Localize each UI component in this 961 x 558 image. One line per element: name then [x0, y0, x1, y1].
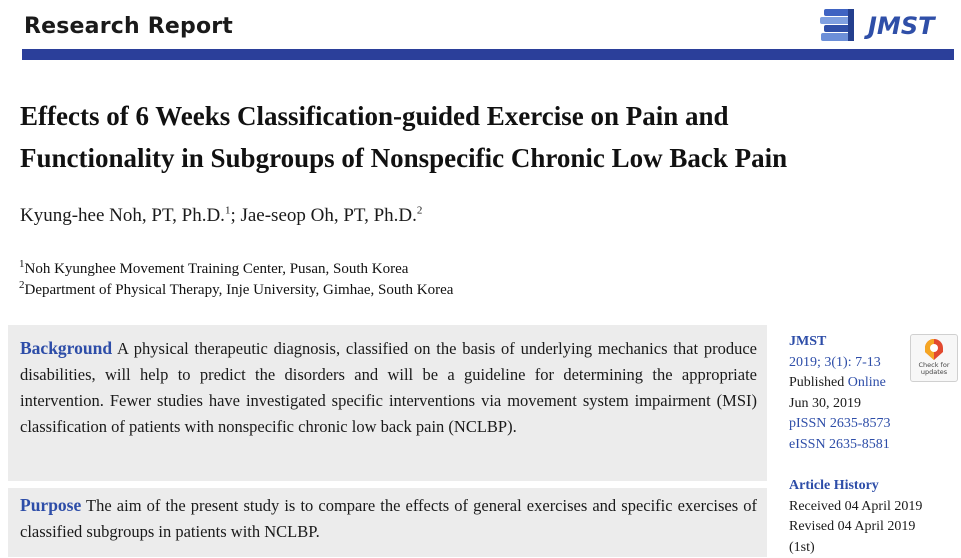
history-received: Received 04 April 2019	[789, 497, 959, 518]
article-history-heading: Article History	[789, 476, 959, 497]
check-for-updates-label	[911, 362, 957, 376]
sidebar-pissn[interactable]: pISSN 2635-8573	[789, 414, 959, 435]
author-name: Kyung-hee Noh, PT, Ph.D.	[20, 205, 225, 226]
affiliation-list	[19, 259, 453, 301]
published-label: Published	[789, 375, 848, 390]
sidebar-eissn[interactable]: eISSN 2635-8581	[789, 435, 959, 456]
section-label: Research Report	[24, 14, 233, 39]
abstract-purpose-text: The aim of the present study is to compare the effects of general exercises and specific exercises of classified subgroups in patients with NCLBP.	[20, 496, 757, 541]
journal-logo-text: JMST	[868, 12, 934, 40]
affiliation-mark: 1	[19, 258, 25, 270]
header-bar	[22, 49, 954, 60]
author-affil-mark: 1	[225, 205, 231, 217]
history-revised: Revised 04 April 2019	[789, 517, 959, 538]
author-separator: ;	[230, 205, 240, 226]
sidebar-citation[interactable]: 2019; 3(1): 7-13	[789, 353, 959, 374]
author-list	[20, 205, 422, 227]
sidebar-published-date: Jun 30, 2019	[789, 394, 959, 415]
abstract-purpose	[20, 492, 757, 545]
article-title-line-2: Functionality in Subgroups of Nonspecific Chronic Low Back Pain	[20, 137, 920, 179]
abstract-divider	[8, 481, 767, 488]
history-revised-note: (1st)	[789, 538, 959, 558]
affiliation-text: Noh Kyunghee Movement Training Center, Pusan, South Korea	[25, 261, 409, 277]
abstract-background	[20, 335, 757, 440]
check-for-updates-icon	[924, 338, 944, 362]
abstract-background-heading: Background	[20, 338, 112, 358]
affiliation-item	[19, 280, 453, 301]
affiliation-mark: 2	[19, 279, 25, 291]
author-name: Jae-seop Oh, PT, Ph.D.	[240, 205, 416, 226]
sidebar-spacer	[789, 455, 959, 476]
check-label-line-2: updates	[911, 369, 957, 376]
check-for-updates-button[interactable]	[910, 334, 958, 382]
sidebar-journal-name[interactable]: JMST	[789, 332, 959, 353]
journal-books-icon	[818, 6, 862, 46]
affiliation-text: Department of Physical Therapy, Inje University, Gimhae, South Korea	[25, 282, 454, 298]
author-affil-mark: 2	[417, 205, 423, 217]
article-title	[20, 95, 920, 179]
affiliation-item	[19, 259, 453, 280]
abstract-background-text: A physical therapeutic diagnosis, classified on the basis of underlying mechanics that produce disabilities, will help to predict the disorders and will be a guideline for determining the appropriate intervention. Fewer studies have investigated specific interventions via movement system impairment (MSI) classification of patients with nonspecific chronic low back pain (NCLBP).	[20, 339, 757, 436]
abstract-purpose-heading: Purpose	[20, 495, 81, 515]
article-title-line-1: Effects of 6 Weeks Classification-guided Exercise on Pain and	[20, 95, 920, 137]
check-label-line-1: Check for	[911, 362, 957, 369]
published-online-link[interactable]: Online	[848, 375, 886, 390]
journal-logo[interactable]	[818, 6, 958, 46]
